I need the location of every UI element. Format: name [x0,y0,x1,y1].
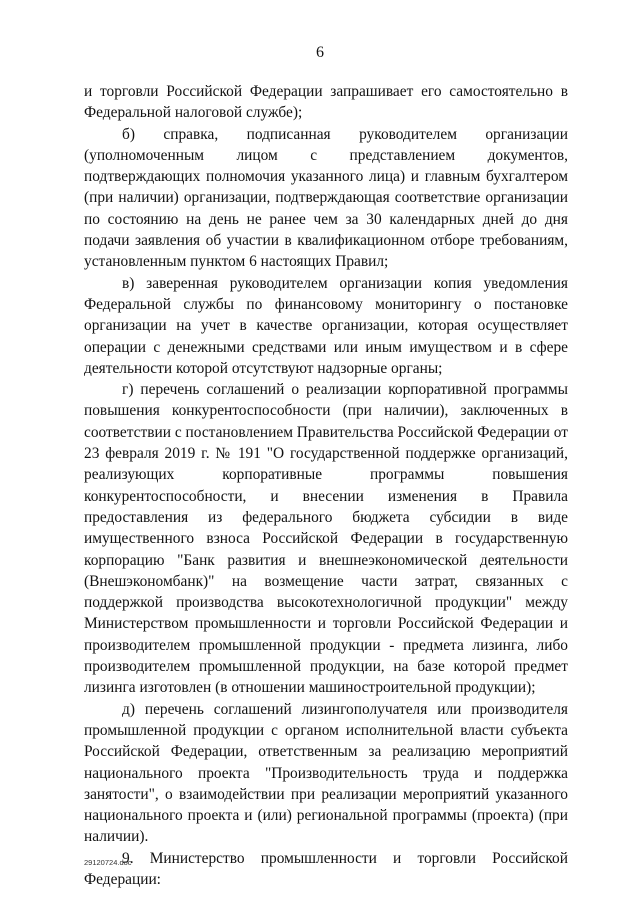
paragraph-item-b: б) справка, подписанная руководителем организации (уполномоченным лицом с представлением документов, подтверждающих полномочия указанного лица) и главным бухгалтером (при наличии) организации, подтверждающая соответствие организации по состоянию на день не ранее чем за 30 календарных дней до дня подачи заявления об участии в квалификационном отборе требованиям, установленным пунктом 6 настоящих Правил; [84,125,568,271]
footer-file-code: 29120724.doc [84,858,132,867]
paragraph-item-v: в) заверенная руководителем организации копия уведомления Федеральной службы по финансовому мониторингу о постановке организации на учет в качестве организации, которая осуществляет операции с денежными средствами или иным имуществом и в сфере деятельности которой отсутствуют надзорные органы; [84,274,568,377]
document-body [84,81,568,890]
paragraph-item-d: д) перечень соглашений лизингополучателя или производителя промышленной продукции с органом исполнительной власти субъекта Российской Федерации, ответственным за реализацию мероприятий национального проекта "Производительность труда и поддержка занятости", о взаимодействии при реализации мероприятий указанного национального проекта и (или) региональной программы (проекта) (при наличии). [84,700,568,846]
paragraph-clause-9: 9. Министерство промышленности и торговли Российской Федерации: [84,849,568,888]
page-number: 6 [316,44,324,61]
paragraph-continuation: и торговли Российской Федерации запрашивает его самостоятельно в Федеральной налоговой службе); [84,83,568,122]
paragraph-item-g: г) перечень соглашений о реализации корпоративной программы повышения конкурентоспособности (при наличии), заключенных в соответствии с постановлением Правительства Российской Федерации от 23 февраля 2019 г. № 191 "О государственной поддержке организаций, реализующих корпоративные программы повышения конкурентоспособности, и внесении изменения в Правила предоставления из федерального бюджета субсидии в виде имущественного взноса Российской Федерации в государственную корпорацию "Банк развития и внешнеэкономической деятельности (Внешэкономбанк)" на возмещение части затрат, связанных с поддержкой производства высокотехнологичной продукции" между Министерством промышленности и торговли Российской Федерации и производителем промышленной продукции - предмета лизинга, либо производителем промышленной продукции, на базе которой предмет лизинга изготовлен (в отношении машиностроительной продукции); [84,381,568,697]
